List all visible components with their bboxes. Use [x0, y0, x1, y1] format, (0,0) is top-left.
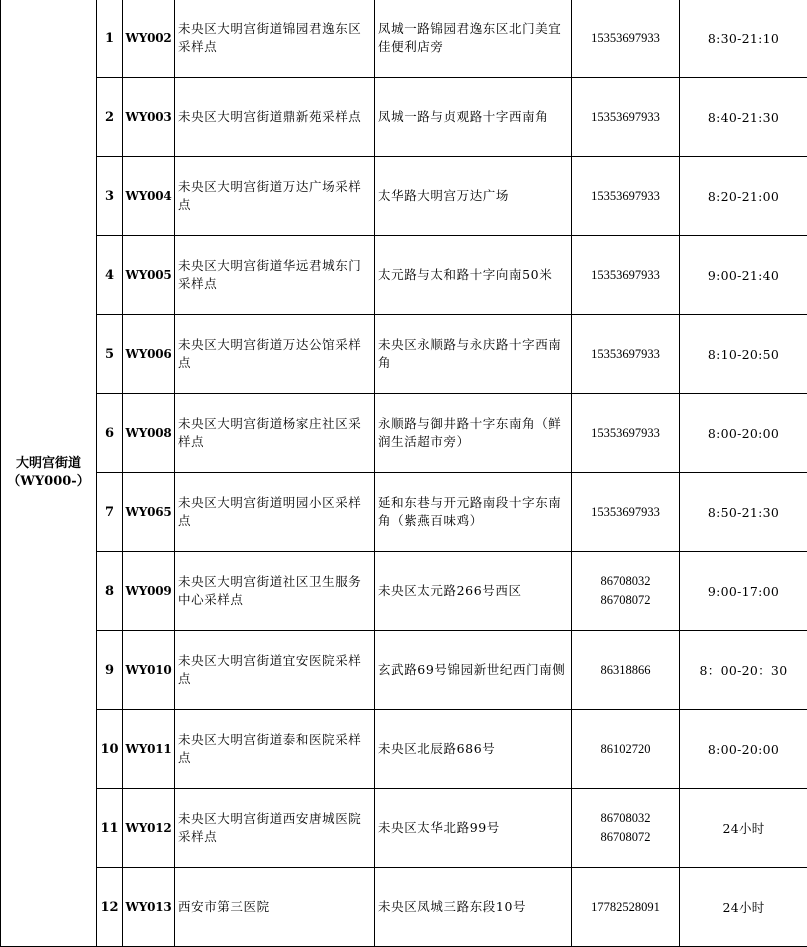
opening-hours: 8:10-20:50 [680, 315, 807, 394]
site-address: 未央区凤城三路东段10号 [375, 868, 572, 947]
site-phone [572, 710, 680, 789]
site-phone [572, 78, 680, 157]
site-address: 延和东巷与开元路南段十字东南角（紫燕百味鸡） [375, 473, 572, 552]
site-phone [572, 394, 680, 473]
phone-number: 15353697933 [572, 345, 679, 364]
site-code: WY008 [123, 394, 175, 473]
site-phone [572, 631, 680, 710]
table-row [1, 552, 807, 631]
site-code: WY002 [123, 0, 175, 78]
row-number: 10 [97, 710, 123, 789]
phone-number: 86708032 [572, 809, 679, 828]
site-phone [572, 552, 680, 631]
table-row [1, 868, 807, 947]
site-address: 永顺路与御井路十字东南角（鲜润生活超市旁） [375, 394, 572, 473]
site-code: WY009 [123, 552, 175, 631]
site-phone [572, 0, 680, 78]
site-address: 太元路与太和路十字向南50米 [375, 236, 572, 315]
opening-hours: 9:00-17:00 [680, 552, 807, 631]
site-code: WY003 [123, 78, 175, 157]
site-name: 未央区大明宫街道华远君城东门采样点 [175, 236, 375, 315]
district-cell [1, 0, 97, 947]
site-phone [572, 868, 680, 947]
table-row [1, 315, 807, 394]
site-phone [572, 315, 680, 394]
table-body [1, 0, 807, 947]
row-number: 3 [97, 157, 123, 236]
site-address: 玄武路69号锦园新世纪西门南侧 [375, 631, 572, 710]
site-code: WY010 [123, 631, 175, 710]
phone-number: 86708072 [572, 591, 679, 610]
opening-hours: 8:30-21:10 [680, 0, 807, 78]
site-name: 未央区大明宫街道社区卫生服务中心采样点 [175, 552, 375, 631]
phone-number: 15353697933 [572, 187, 679, 206]
site-phone [572, 789, 680, 868]
site-address: 凤城一路与贞观路十字西南角 [375, 78, 572, 157]
site-name: 未央区大明宫街道万达广场采样点 [175, 157, 375, 236]
site-code: WY011 [123, 710, 175, 789]
district-name: 大明宫街道 [1, 455, 96, 473]
site-name: 未央区大明宫街道杨家庄社区采样点 [175, 394, 375, 473]
opening-hours: 8:20-21:00 [680, 157, 807, 236]
phone-number: 15353697933 [572, 503, 679, 522]
phone-number: 86102720 [572, 740, 679, 759]
opening-hours: 8:40-21:30 [680, 78, 807, 157]
opening-hours: 8：00-20：30 [680, 631, 807, 710]
site-name: 西安市第三医院 [175, 868, 375, 947]
row-number: 7 [97, 473, 123, 552]
phone-number: 15353697933 [572, 424, 679, 443]
table-row [1, 0, 807, 78]
row-number: 9 [97, 631, 123, 710]
row-number: 1 [97, 0, 123, 78]
opening-hours: 24小时 [680, 868, 807, 947]
table-row [1, 236, 807, 315]
table-row [1, 394, 807, 473]
opening-hours: 8:00-20:00 [680, 710, 807, 789]
site-phone [572, 157, 680, 236]
site-name: 未央区大明宫街道锦园君逸东区采样点 [175, 0, 375, 78]
phone-number: 17782528091 [572, 898, 679, 917]
opening-hours: 9:00-21:40 [680, 236, 807, 315]
district-code: （WY000-） [1, 473, 96, 491]
row-number: 12 [97, 868, 123, 947]
row-number: 2 [97, 78, 123, 157]
site-address: 未央区北辰路686号 [375, 710, 572, 789]
site-code: WY065 [123, 473, 175, 552]
site-name: 未央区大明宫街道鼎新苑采样点 [175, 78, 375, 157]
row-number: 8 [97, 552, 123, 631]
opening-hours: 8:50-21:30 [680, 473, 807, 552]
site-code: WY012 [123, 789, 175, 868]
site-address: 未央区太元路266号西区 [375, 552, 572, 631]
phone-number: 86708032 [572, 572, 679, 591]
opening-hours: 24小时 [680, 789, 807, 868]
site-address: 太华路大明宫万达广场 [375, 157, 572, 236]
phone-number: 15353697933 [572, 266, 679, 285]
table-row [1, 157, 807, 236]
phone-number: 15353697933 [572, 29, 679, 48]
site-address: 未央区太华北路99号 [375, 789, 572, 868]
row-number: 4 [97, 236, 123, 315]
site-code: WY005 [123, 236, 175, 315]
phone-number: 86708072 [572, 828, 679, 847]
site-name: 未央区大明宫街道泰和医院采样点 [175, 710, 375, 789]
site-address: 未央区永顺路与永庆路十字西南角 [375, 315, 572, 394]
site-code: WY006 [123, 315, 175, 394]
table-row [1, 631, 807, 710]
site-address: 凤城一路锦园君逸东区北门美宜佳便利店旁 [375, 0, 572, 78]
site-name: 未央区大明宫街道万达公馆采样点 [175, 315, 375, 394]
site-code: WY013 [123, 868, 175, 947]
opening-hours: 8:00-20:00 [680, 394, 807, 473]
row-number: 5 [97, 315, 123, 394]
row-number: 6 [97, 394, 123, 473]
row-number: 11 [97, 789, 123, 868]
phone-number: 15353697933 [572, 108, 679, 127]
phone-number: 86318866 [572, 661, 679, 680]
table-row [1, 78, 807, 157]
site-name: 未央区大明宫街道宜安医院采样点 [175, 631, 375, 710]
table-row [1, 789, 807, 868]
site-code: WY004 [123, 157, 175, 236]
table-row [1, 710, 807, 789]
site-name: 未央区大明宫街道西安唐城医院采样点 [175, 789, 375, 868]
site-phone [572, 473, 680, 552]
table-row [1, 473, 807, 552]
site-name: 未央区大明宫街道明园小区采样点 [175, 473, 375, 552]
site-phone [572, 236, 680, 315]
